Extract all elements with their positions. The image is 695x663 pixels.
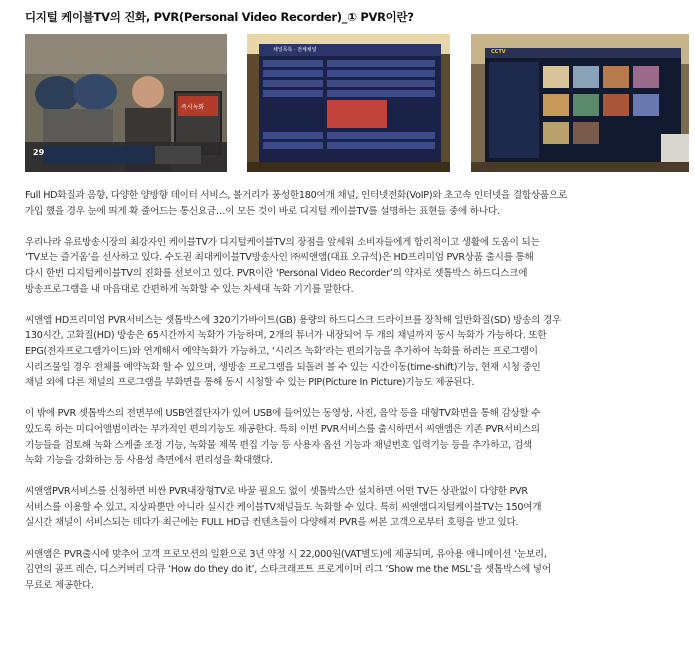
paragraph [25,235,685,297]
photo-ad-scene [25,34,227,172]
tv-screen-icon [247,34,450,172]
recording-badge: 즉시녹화 [181,104,205,111]
text-line: 서비스를 이용할 수 있고, 지상파뿐만 아니라 실시간 케이블TV채널들도 녹화할 수 있다. 특히 씨앤앰디지털케이블TV는 150여개 [25,501,542,513]
guide-header: 채널목록 · 전체채널 [273,47,317,53]
article-body [25,188,685,609]
pvr-logo: CCTV [491,49,506,55]
text-line: 무료로 제공한다. [25,579,94,591]
text-line: Full HD화질과 음향, 다양한 양방향 데이터 서비스, 볼거리가 풍성한180여개 채널, 인터넷전화(VoIP)와 초고속 인터넷을 결합상품으로 [25,190,567,201]
text-line: 김연의 골프 레슨, 디스커버리 다큐 ‘How do they do it’, 스타크래프트 프로게이머 리그 ‘Show me the MSL’을 셋톱박스에 넣어 [25,564,551,576]
paragraph [25,406,685,468]
text-line: 다시 한번 디지털케이블TV의 진화를 선보이고 있다. PVR이란 ‘Personal Video Recorder’의 약자로 셋톱박스 하드디스크에 [25,267,528,279]
text-line: 방송프로그램을 내 마음대로 간편하게 녹화할 수 있는 차세대 녹화 기기를 말한다. [25,283,354,295]
text-line: EPG(전자프로그램가이드)와 연계해서 예약녹화가 가능하고, ‘시리즈 녹화’라는 편의기능을 추가하여 녹화를 하려는 프로그램이 [25,345,538,357]
paragraph [25,484,685,531]
text-line: 130시간, 고화질(HD) 방송은 65시간까지 녹화가 가능하며, 2개의 튜너가 내장되어 두 개의 채널까지 동시 녹화가 가능하다. 또한 [25,330,547,342]
text-line: ‘TV보는 즐거움’을 선사하고 있다. 수도권 최대케이블TV방송사인 ㈜씨앤앰(대표 오규석)은 HD프리미엄 PVR상품 출시를 통해 [25,252,534,264]
photo-strip [25,34,690,174]
paragraph [25,188,685,219]
text-line: 이 밖에 PVR 셋톱박스의 전면부에 USB연결단자가 있어 USB에 들어있는 동영상, 사진, 음악 등을 대형TV화면을 통해 감상할 수 [25,408,541,420]
text-line: 씨앤앰 HD프리미엄 PVR서비스는 셋톱박스에 320기가바이트(GB) 용량의 하드디스크 드라이브를 장착해 일반화질(SD) 방송의 경우 [25,314,561,326]
text-line: 씨앤앰PVR서비스를 신청하면 비싼 PVR내장형TV로 바꿀 필요도 없이 셋톱박스만 설치하면 어떤 TV든 상관없이 다양한 PVR [25,486,528,498]
text-line: 녹화 기능을 강화하는 등 사용성 측면에서 편리성을 확대했다. [25,455,273,467]
paragraph [25,313,685,391]
photo-pvr-menu [471,34,689,172]
text-line: 실시간 채널이 서비스되는 데다가 최근에는 FULL HD급 컨텐츠들이 다양해져 PVR을 써본 고객으로부터 호평을 받고 있다. [25,517,519,529]
paragraph [25,547,685,594]
article-title: 디지털 케이블TV의 진화, PVR(Personal Video Recorder)_① PVR이란? [25,10,414,24]
text-line: 시리즈물일 경우 전체를 예약녹화 할 수 있으며, 생방송 프로그램을 되돌려 볼 수 있는 시간이동(time-shift)기능, 현재 시청 중인 [25,361,541,373]
text-line: 우리나라 유료방송시장의 최강자인 케이블TV가 디지털케이블TV의 장점을 앞세워 소비자들에게 합리적이고 생활에 도움이 되는 [25,236,540,248]
text-line: 있도록 하는 미디어앨범이라는 부가적인 편의기능도 제공한다. 특히 이번 PVR서비스를 출시하면서 씨앤앰은 기존 PVR서비스의 [25,423,540,435]
text-line: 씨앤앰은 PVR출시에 맞추어 고객 프로모션의 일환으로 3년 약정 시 22,000원(VAT별도)에 제공되며, 유아용 애니메이션 ‘눈보리, [25,548,547,560]
text-line: 채널 외에 다른 채널의 프로그램을 부화면을 통해 동시 시청할 수 있는 PIP(Picture In Picture)기능도 제공된다. [25,377,475,389]
text-line: 기능들을 검토해 녹화 스케줄 조정 기능, 녹화물 제목 편집 기능 등 사용자 옵션 기능과 채널번호 입력기능 등을 추가하고, 검색 [25,439,532,451]
text-line: 가입 했을 경우 눈에 띄게 확 줄어드는 통신요금…이 모든 것이 바로 디지털 케이블TV를 설명하는 표현들 중에 하나다. [25,205,500,217]
photo-program-guide [247,34,450,172]
channel-number: 29 [33,148,45,157]
